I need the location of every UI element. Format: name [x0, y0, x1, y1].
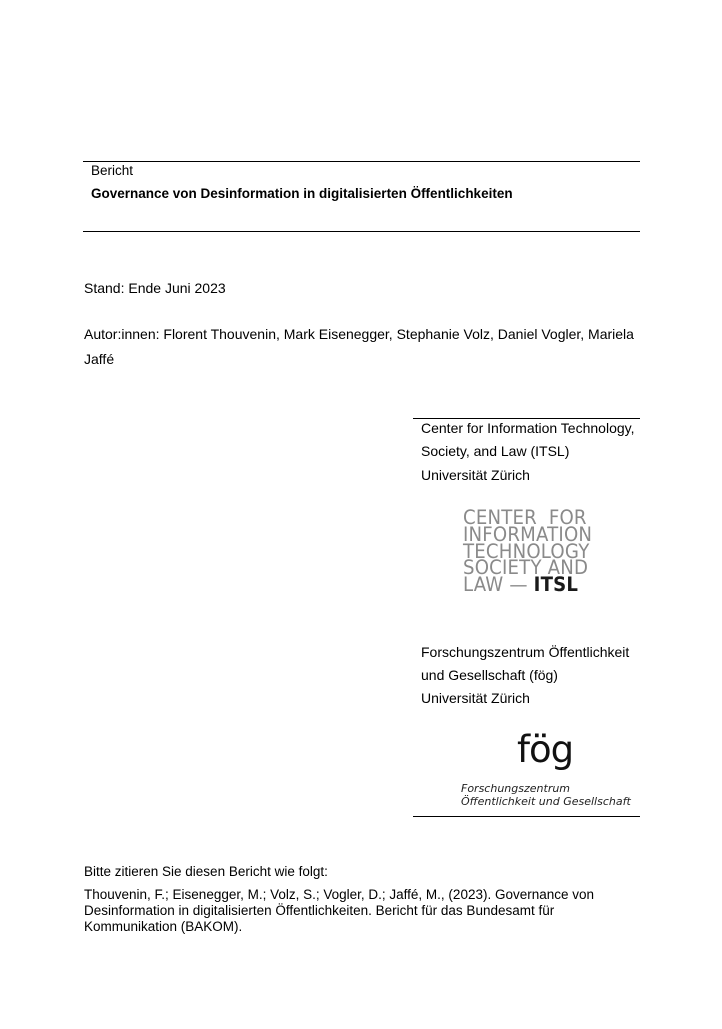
itsl-name-line-2: Society, and Law (ITSL): [421, 443, 570, 459]
foeg-logo-sub-2: Öffentlichkeit und Gesellschaft: [461, 795, 631, 808]
header-bottom-rule: [83, 231, 640, 232]
foeg-name-line-2: und Gesellschaft (fög): [421, 667, 558, 683]
itsl-logo-acronym: ITSL: [533, 573, 579, 597]
authors-line-1: Autor:innen: Florent Thouvenin, Mark Eisenegger, Stephanie Volz, Daniel Vogler, Mariela: [84, 326, 634, 342]
itsl-top-rule: [413, 418, 640, 419]
itsl-logo-line-4: SOCIETY AND: [463, 556, 589, 580]
status-date: Stand: Ende Juni 2023: [84, 280, 226, 296]
header-top-rule: [83, 161, 640, 162]
citation-line-1: Thouvenin, F.; Eisenegger, M.; Volz, S.; Vogler, D.; Jaffé, M., (2023). Governance von: [84, 887, 595, 902]
itsl-logo-line-3: TECHNOLOGY: [463, 539, 590, 563]
foeg-bottom-rule: [413, 816, 640, 817]
foeg-logo: [455, 728, 631, 810]
foeg-university: Universität Zürich: [421, 690, 530, 706]
foeg-logo-word: fög: [517, 728, 574, 771]
report-type-label: Bericht: [91, 163, 134, 178]
itsl-university: Universität Zürich: [421, 467, 530, 483]
itsl-logo-line-5: [463, 573, 593, 597]
foeg-logo-sub-1: Forschungszentrum: [461, 782, 571, 795]
citation-line-2: Desinformation in digitalisierten Öffentlichkeiten. Bericht für das Bundesamt für: [84, 903, 555, 918]
itsl-logo-line-1: CENTER FOR: [463, 506, 587, 529]
authors-line-2: Jaffé: [84, 351, 115, 367]
citation-intro: Bitte zitieren Sie diesen Bericht wie folgt:: [84, 864, 328, 879]
foeg-name-line-1: Forschungszentrum Öffentlichkeit: [421, 644, 630, 660]
itsl-name-line-1: Center for Information Technology,: [421, 420, 635, 436]
citation-line-3: Kommunikation (BAKOM).: [84, 919, 243, 934]
itsl-logo: [463, 506, 603, 597]
page-title: Governance von Desinformation in digitalisierten Öffentlichkeiten: [91, 186, 513, 201]
itsl-logo-line-2: INFORMATION: [463, 522, 593, 546]
itsl-logo-law: LAW —: [463, 573, 534, 597]
